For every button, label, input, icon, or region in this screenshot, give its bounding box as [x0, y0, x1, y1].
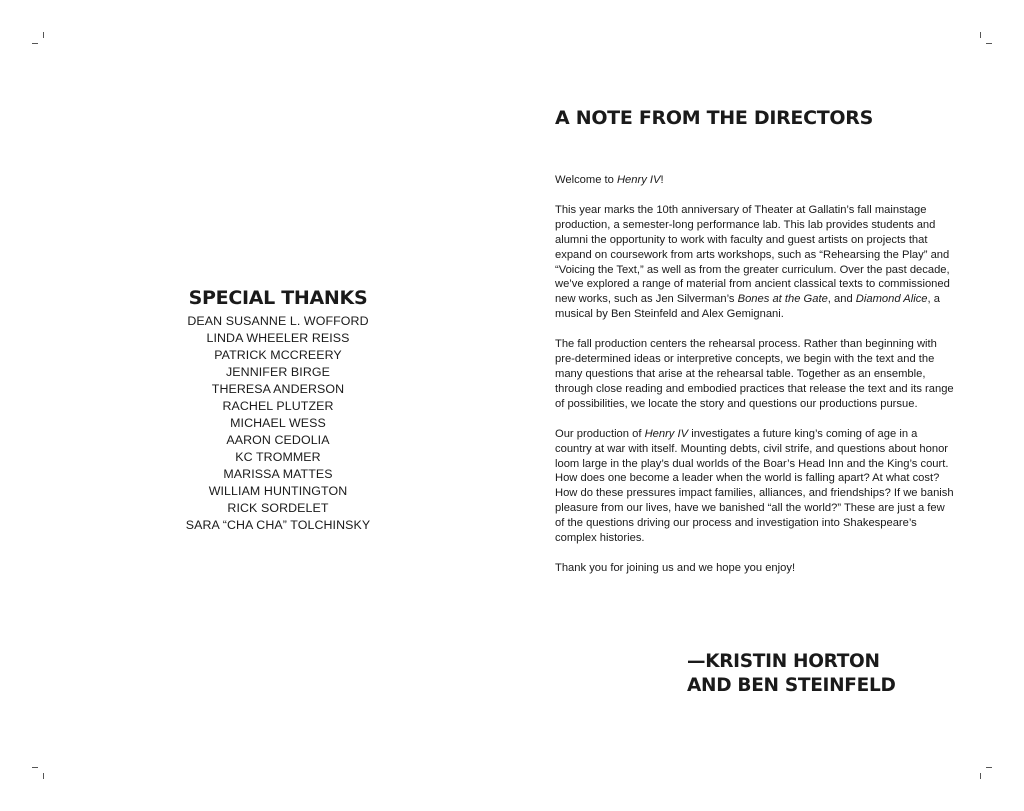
work-title: Diamond Alice	[855, 293, 928, 306]
signature-line: —KRISTIN HORTON	[687, 651, 880, 672]
crop-mark	[986, 43, 992, 44]
welcome-text: Welcome to	[555, 174, 617, 186]
thanks-list	[178, 313, 378, 534]
play-title: Henry IV	[644, 427, 689, 440]
paragraph-text: This year marks the 10th anniversary of Theater at Gallatin’s fall mainstage production, a semester-long performance lab. This lab provides students and alumni the opportunity to work with faculty and guest artists on projects that expand on coursework from arts workshops, such as “Rehearsing the Play” and “Voicing the Text,” as well as from the greater curriculum. Over the past decade, we’ve explored a range of material from ancient classical texts to commissioned new works, such as Jen Silverman’s	[555, 203, 950, 306]
special-thanks-section	[178, 286, 378, 534]
paragraph-anniversary	[555, 203, 955, 322]
thanks-name: PATRICK MCCREERY	[214, 348, 342, 362]
thanks-name: MICHAEL WESS	[230, 416, 326, 430]
play-title: Henry IV	[616, 174, 661, 186]
thanks-name: AARON CEDOLIA	[226, 433, 330, 447]
crop-mark	[32, 767, 38, 768]
paragraph-thanks: Thank you for joining us and we hope you enjoy!	[555, 561, 796, 574]
thanks-name: SARA “CHA CHA” TOLCHINSKY	[185, 518, 371, 532]
thanks-name: LINDA WHEELER REISS	[206, 331, 350, 345]
paragraph-text: Our production of	[555, 427, 645, 440]
thanks-name: RICK SORDELET	[227, 501, 329, 515]
crop-mark	[980, 773, 981, 779]
paragraph-rehearsal: The fall production centers the rehearsal process. Rather than beginning with pre-determined ideas or interpretive concepts, we begin with the text and the many questions that arise at the rehearsal table. Together as an ensemble, through close reading and embodied practices that release the text and its range of possibilities, we locate the story and questions our productions pursue.	[555, 338, 954, 410]
crop-mark	[43, 773, 44, 779]
paragraph-text: , a musical by Ben Steinfeld and Alex Gemignani.	[555, 293, 940, 321]
special-thanks-heading: SPECIAL THANKS	[188, 287, 368, 309]
welcome-paragraph	[555, 173, 955, 188]
welcome-text-end: !	[660, 174, 664, 186]
crop-mark	[32, 43, 38, 44]
crop-mark	[43, 32, 44, 38]
signature	[687, 650, 896, 698]
paragraph-production	[555, 427, 955, 546]
note-body	[555, 173, 955, 591]
thanks-name: JENNIFER BIRGE	[226, 365, 330, 379]
signature-line: AND BEN STEINFELD	[687, 675, 896, 696]
crop-mark	[980, 32, 981, 38]
paragraph-text: , and	[827, 293, 856, 306]
thanks-name: RACHEL PLUTZER	[222, 399, 334, 413]
note-heading: A NOTE FROM THE DIRECTORS	[555, 107, 873, 129]
thanks-name: WILLIAM HUNTINGTON	[208, 484, 348, 498]
work-title: Bones at the Gate	[737, 293, 828, 306]
thanks-name: DEAN SUSANNE L. WOFFORD	[187, 314, 369, 328]
thanks-name: THERESA ANDERSON	[211, 382, 345, 396]
crop-mark	[986, 767, 992, 768]
paragraph-text: investigates a future king’s coming of age in a country at war with itself. Mounting debts, civil strife, and questions about honor loom large in the play’s dual worlds of the Boar’s Head Inn and the King’s court. How does one become a leader when the world is falling apart? At what cost? How do these pressures impact families, alliances, and friendships? If we banish pleasure from our lives, have we banished “all the world?” These are just a few of the questions driving our process and investigation into Shakespeare’s complex histories.	[555, 427, 954, 545]
thanks-name: MARISSA MATTES	[223, 467, 333, 481]
thanks-name: KC TROMMER	[235, 450, 321, 464]
